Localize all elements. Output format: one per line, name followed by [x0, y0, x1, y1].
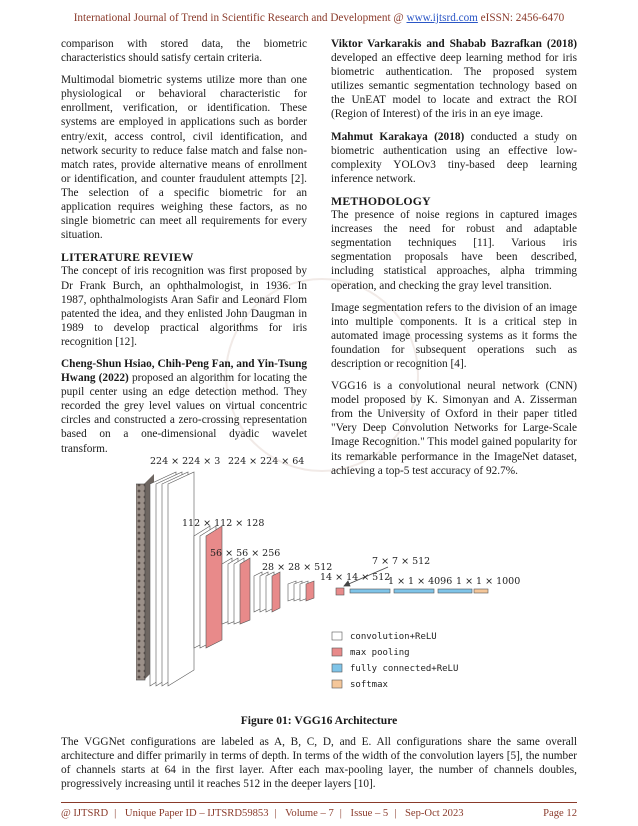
- conv1-block: [150, 472, 194, 686]
- running-header: [0, 12, 638, 24]
- paragraph: VGG16 is a convolutional neural network (CNN) model proposed by K. Simonyan and A. Zisserman from the University of Oxford in their paper titled "Very Deep Convolution Networks for Large-Scale Image Recognition." This model gained popularity for its remarkable performance in the ImageNet dataset, achieving a top-5 test accuracy of 92.7%.: [331, 380, 577, 477]
- left-column: [61, 37, 307, 464]
- journal-url[interactable]: www.ijtsrd.com: [406, 12, 478, 24]
- section-heading-methodology: METHODOLOGY: [331, 193, 431, 208]
- footer-date: Sep-Oct 2023: [405, 808, 464, 819]
- paragraph: The presence of noise regions in captured images increases the need for robust and adaptable segmentation techniques [11]. Various iris segmentation proposals have been described, including statistical approaches, alpha trimming operation, and checking the gray level transition.: [331, 209, 577, 292]
- right-column: [331, 37, 577, 486]
- conv4-block: [254, 572, 280, 612]
- conv3-block: [222, 558, 250, 624]
- author-citation: Viktor Varkarakis and Shabab Bazrafkan (2018): [331, 38, 577, 50]
- paragraph: The concept of iris recognition was first proposed by Dr Frank Burch, an ophthalmologist, in 1936. In 1987, ophthalmologists Aran Safir and Leonard Flom patented the idea, and they enlisted John Daugman in 1989 to develop practical algorithms for iris recognition [12].: [61, 265, 307, 348]
- legend-swatch-softmax: [332, 680, 342, 688]
- vgg16-architecture-figure: [136, 452, 536, 702]
- label-conv3-size: 56 × 56 × 256: [210, 548, 281, 559]
- paragraph: comparison with stored data, the biometric characteristics should satisfy certain criteria.: [61, 38, 307, 65]
- label-fc1-size: 1 × 1 × 4096: [388, 576, 453, 587]
- paragraph: [331, 37, 577, 122]
- figure-legend: [332, 632, 458, 690]
- conv5-block: [288, 581, 314, 601]
- paragraph-body: conducted a study on biometric authentication using an effective low-complexity YOLOv3 tiny-based deep learning inference network.: [331, 130, 577, 185]
- journal-name: International Journal of Trend in Scientific Research and Development @: [73, 12, 404, 24]
- label-fc3-size: 1 × 1 × 1000: [456, 576, 521, 587]
- legend-swatch-fc: [332, 664, 342, 672]
- legend-label-pool: max pooling: [350, 648, 410, 658]
- paragraph: [331, 130, 577, 186]
- pool5-block: [336, 588, 344, 595]
- section-heading-literature-review: LITERATURE REVIEW: [61, 250, 194, 265]
- footer-page-number: Page 12: [543, 808, 577, 819]
- footer-paper-id: Unique Paper ID – IJTSRD59853: [124, 808, 269, 819]
- paragraph-body: proposed an algorithm for locating the pupil center using an edge detection method. They recorded the grey level values on virtual concentric circles and constructed a zero-crossing representation based on a one-dimensional dyadic wavelet transform.: [61, 372, 308, 455]
- label-conv4-size: 28 × 28 × 512: [262, 562, 333, 573]
- paragraph: Multimodal biometric systems utilize more than one physiological or behavioral characteristic for enrollment, verification, or identification. These systems are employed in applications such as border entry/exit, access control, civil identification, and network security to reduce false match and false non-match rates, provide alternative means of enrollment or identification, and counter fraudulent attempts [2]. The selection of a specific biometric for an application requires weighing these factors, as no single biometric can meet all requirements for every situation.: [61, 74, 307, 242]
- legend-swatch-conv: [332, 632, 342, 640]
- label-input-size: 224 × 224 × 3: [150, 456, 221, 467]
- author-citation: Mahmut Karakaya (2018): [331, 130, 465, 143]
- label-conv5-size: 14 × 14 × 512: [320, 572, 391, 583]
- label-conv1-size: 224 × 224 × 64: [228, 456, 305, 467]
- legend-label-conv: convolution+ReLU: [350, 632, 437, 642]
- author-citation: Cheng-Shun Hsiao, Chih-Peng Fan, and Yin-Tsung Hwang (2022): [61, 357, 307, 385]
- label-conv2-size: 112 × 112 × 128: [182, 518, 265, 529]
- legend-label-softmax: softmax: [350, 680, 388, 690]
- figure-caption: Figure 01: VGG16 Architecture: [240, 714, 398, 727]
- conv2-block: [194, 526, 222, 648]
- footer-divider: [61, 802, 577, 803]
- eissn: eISSN: 2456-6470: [480, 12, 565, 24]
- legend-label-fc: fully connected+ReLU: [350, 664, 459, 674]
- legend-swatch-pool: [332, 648, 342, 656]
- paragraph-body: developed an effective deep learning method for iris biometric authentication. The proposed system utilizes semantic segmentation technology based on the UnEAT model to locate and extract the ROI (Region of Interest) of the iris in an eye image.: [331, 52, 577, 121]
- paragraph: [61, 357, 307, 456]
- footer-issue: Issue – 5: [350, 808, 389, 819]
- label-pool5-size: 7 × 7 × 512: [372, 556, 431, 567]
- footer-journal: @ IJTSRD: [61, 808, 109, 819]
- paragraph-full-width: The VGGNet configurations are labeled as A, B, C, D, and E. All configurations share the same overall architecture and differ primarily in terms of depth. In terms of the width of the convolution layers [5], the number of channels starts at 64 in the first layer. After each max-pooling layer, the number of channels doubles, progressively increasing until it reaches 512 in the deeper layers [10].: [61, 736, 577, 791]
- paragraph: Image segmentation refers to the division of an image into multiple components. It is a critical step in automated image processing systems as it forms the foundation for subsequent operations such as description or recognition [4].: [331, 301, 577, 370]
- fc-layers: [350, 589, 488, 593]
- running-footer: @ IJTSRD | Unique Paper ID – IJTSRD59853 | Volume – 7 | Issue – 5 | Sep-Oct 2023 Page 12: [61, 808, 577, 819]
- footer-volume: Volume – 7: [285, 808, 334, 819]
